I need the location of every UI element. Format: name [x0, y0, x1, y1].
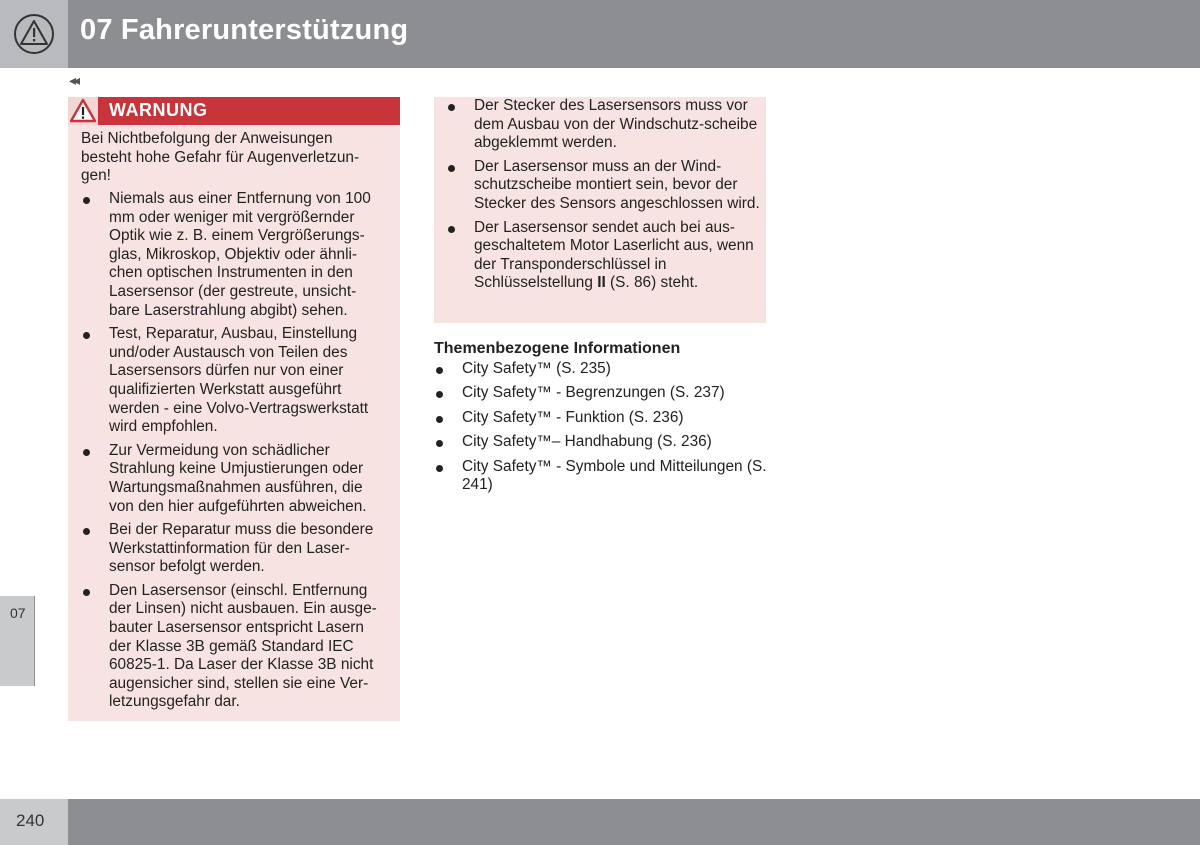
warning-intro: Bei Nichtbefolgung der Anweisungen besteht hohe Gefahr für Augenverletzun-gen! [81, 130, 360, 185]
page-number-box [0, 799, 68, 845]
chapter-title: 07 Fahrerunterstützung [80, 14, 409, 46]
related-info-title: Themenbezogene Informationen [434, 340, 681, 357]
related-info-list [434, 360, 774, 501]
warning-heading: WARNUNG [109, 100, 208, 120]
warning-header [68, 97, 400, 125]
page-footer [0, 799, 1200, 845]
page-header [0, 0, 1200, 68]
back-arrows-icon[interactable]: ◂◂ [69, 72, 78, 88]
warning-box-continued [434, 97, 766, 323]
related-link[interactable]: City Safety™ (S. 235) [434, 360, 774, 379]
key-position-label: II [597, 274, 606, 292]
chapter-side-tab[interactable] [0, 596, 35, 686]
warning-list [81, 190, 386, 717]
related-link[interactable]: City Safety™ - Symbole und Mitteilungen (S. 241) [434, 458, 774, 495]
list-item: Zur Vermeidung von schädlicher Strahlung keine Umjustierungen oder Wartungsmaßnahmen ausführen, die von den hier aufgeführten abweichen. [81, 442, 386, 516]
list-item: Der Lasersensor muss an der Wind-schutzscheibe montiert sein, bevor der Stecker des Sensors angeschlossen wird. [446, 158, 764, 214]
list-item-text: (S. 86) steht. [605, 274, 699, 292]
header-icon-box [0, 0, 68, 68]
list-item: Der Stecker des Lasersensors muss vor dem Ausbau von der Windschutz-scheibe abgeklemmt werden. [446, 97, 764, 153]
warning-icon-box [68, 97, 98, 125]
related-link[interactable]: City Safety™– Handhabung (S. 236) [434, 433, 774, 452]
chapter-tab-label: 07 [10, 605, 26, 621]
list-item: Niemals aus einer Entfernung von 100 mm oder weniger mit vergrößernder Optik wie z. B. einem Vergrößerungs-glas, Mikroskop, Objektiv oder ähnli-chen optischen Instrumenten in den Lasersensor (der gestreute, unsicht-bare Laserstrahlung abgibt) sehen. [81, 190, 386, 320]
list-item-text: Der Lasersensor sendet auch bei aus-geschaltetem Motor Laserlicht aus, wenn der Transponderschlüssel in Schlüsselstellung [474, 218, 754, 292]
warning-triangle-icon [13, 14, 55, 54]
warning-list-continued [446, 97, 764, 298]
warning-triangle-icon [69, 98, 97, 124]
related-link[interactable]: City Safety™ - Funktion (S. 236) [434, 409, 774, 428]
related-link[interactable]: City Safety™ - Begrenzungen (S. 237) [434, 384, 774, 403]
list-item: Den Lasersensor (einschl. Entfernung der Linsen) nicht ausbauen. Ein ausge-bauter Lasersensor entspricht Lasern der Klasse 3B gemäß Standard IEC 60825-1. Da Laser der Klasse 3B nicht augensicher sind, stellen sie eine Ver-letzungsgefahr dar. [81, 582, 386, 712]
warning-box [68, 97, 400, 721]
page-number: 240 [16, 811, 45, 830]
list-item [446, 219, 764, 293]
list-item: Test, Reparatur, Ausbau, Einstellung und/oder Austausch von Teilen des Lasersensors dürfen nur von einer qualifizierten Werkstatt ausgeführt werden - eine Volvo-Vertragswerkstatt wird empfohlen. [81, 325, 386, 437]
list-item: Bei der Reparatur muss die besondere Werkstattinformation für den Laser-sensor befolgt werden. [81, 521, 386, 577]
